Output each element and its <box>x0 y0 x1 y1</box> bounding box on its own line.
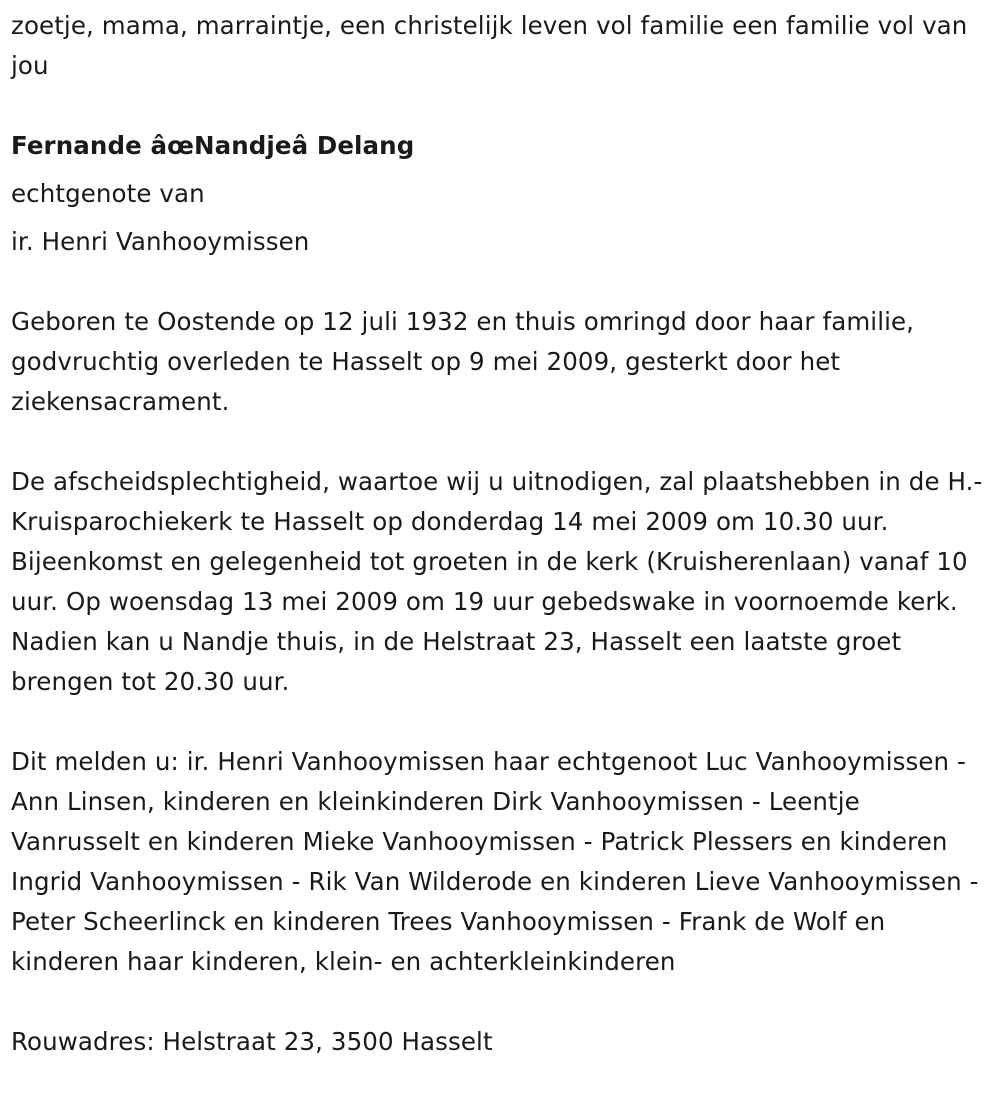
address-text: Rouwadres: Helstraat 23, 3500 Hasselt <box>11 1027 493 1056</box>
spacer <box>11 422 986 462</box>
spacer <box>11 702 986 742</box>
announcers-text: Dit melden u: ir. Henri Vanhooymissen haar echtgenoot Luc Vanhooymissen - Ann Linsen, kinderen en kleinkinderen Dirk Vanhooymissen - Leentje Vanrusselt en kinderen Mieke Vanhooymissen - Patrick Plessers en kinderen Ingrid Vanhooymissen - Rik Van Wilderode en kinderen Lieve Vanhooymissen - Peter Scheerlinck en kinderen Trees Vanhooymissen - Frank de Wolf en kinderen haar kinderen, klein- en achterkleinkinderen <box>11 747 979 976</box>
spacer <box>11 982 986 1022</box>
relation-text: echtgenote van <box>11 179 205 208</box>
ceremony-text: De afscheidsplechtigheid, waartoe wij u uitnodigen, zal plaatshebben in de H.-Kruisparochiekerk te Hasselt op donderdag 14 mei 2009 om 10.30 uur. Bijeenkomst en gelegenheid tot groeten in de kerk (Kruisherenlaan) vanaf 10 uur. Op woensdag 13 mei 2009 om 19 uur gebedswake in voornoemde kerk. Nadien kan u Nandje thuis, in de Helstraat 23, Hasselt een laatste groet brengen tot 20.30 uur. <box>11 467 983 696</box>
birth-death-text: Geboren te Oostende op 12 juli 1932 en thuis omringd door haar familie, godvruchtig overleden te Hasselt op 9 mei 2009, gesterkt door het ziekensacrament. <box>11 307 915 416</box>
spacer <box>11 86 986 126</box>
deceased-name: Fernande âœNandjeâ Delang <box>11 131 415 160</box>
spacer <box>11 270 986 302</box>
obituary-document <box>11 6 986 1062</box>
intro-text: zoetje, mama, marraintje, een christelijk leven vol familie een familie vol van jou <box>11 11 968 80</box>
spouse-name: ir. Henri Vanhooymissen <box>11 227 310 256</box>
